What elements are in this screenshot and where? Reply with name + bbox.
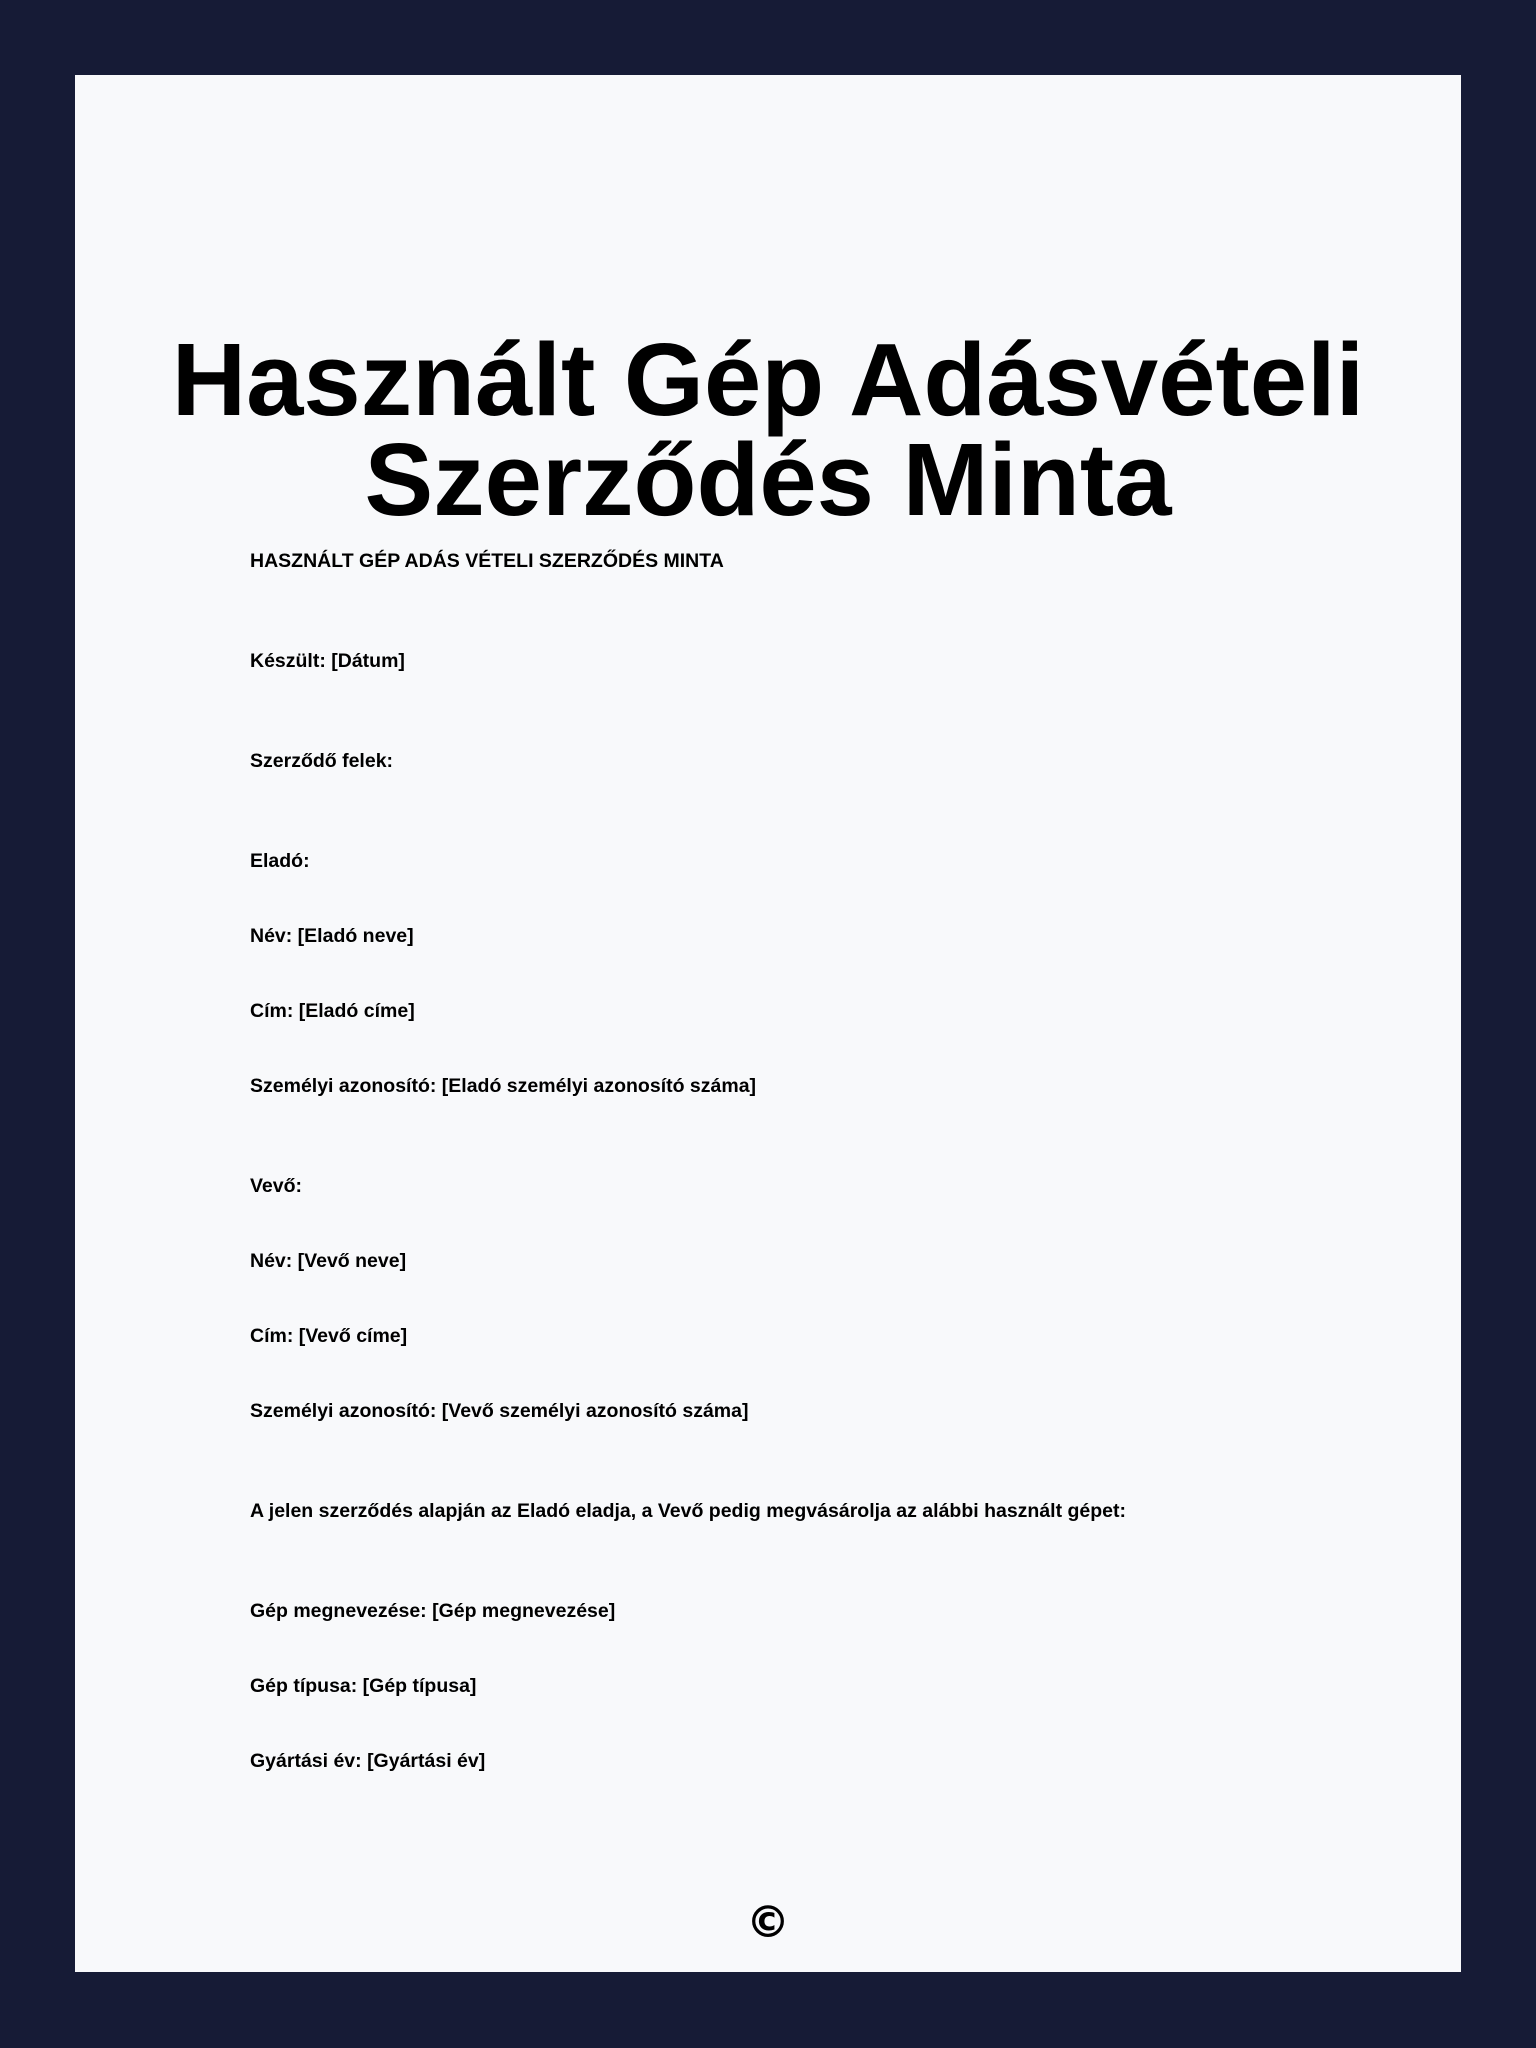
date-line: Készült: [Dátum] [250,650,405,672]
contract-heading: HASZNÁLT GÉP ADÁS VÉTELI SZERZŐDÉS MINTA [250,550,724,572]
copyright-symbol: © [746,1897,790,1948]
seller-label: Eladó: [250,850,310,872]
title-line-1: Használt Gép Adásvételi [171,322,1365,437]
seller-name: Név: [Eladó neve] [250,925,414,947]
buyer-name: Név: [Vevő neve] [250,1250,407,1272]
seller-address: Cím: [Eladó címe] [250,1000,415,1022]
sale-statement: A jelen szerződés alapján az Eladó eladja, a Vevő pedig megvásárolja az alábbi használt gépet: [250,1500,1127,1522]
machine-name: Gép megnevezése: [Gép megnevezése] [250,1600,616,1622]
buyer-address: Cím: [Vevő címe] [250,1325,408,1347]
document-page [75,75,1461,1972]
title-line-2: Szerződés Minta [364,422,1172,537]
machine-type: Gép típusa: [Gép típusa] [250,1675,477,1697]
parties-label: Szerződő felek: [250,750,394,772]
seller-id: Személyi azonosító: [Eladó személyi azonosító száma] [250,1075,757,1097]
buyer-label: Vevő: [250,1175,303,1197]
document-title [75,322,1461,537]
machine-year: Gyártási év: [Gyártási év] [250,1750,486,1772]
buyer-id: Személyi azonosító: [Vevő személyi azonosító száma] [250,1400,749,1422]
